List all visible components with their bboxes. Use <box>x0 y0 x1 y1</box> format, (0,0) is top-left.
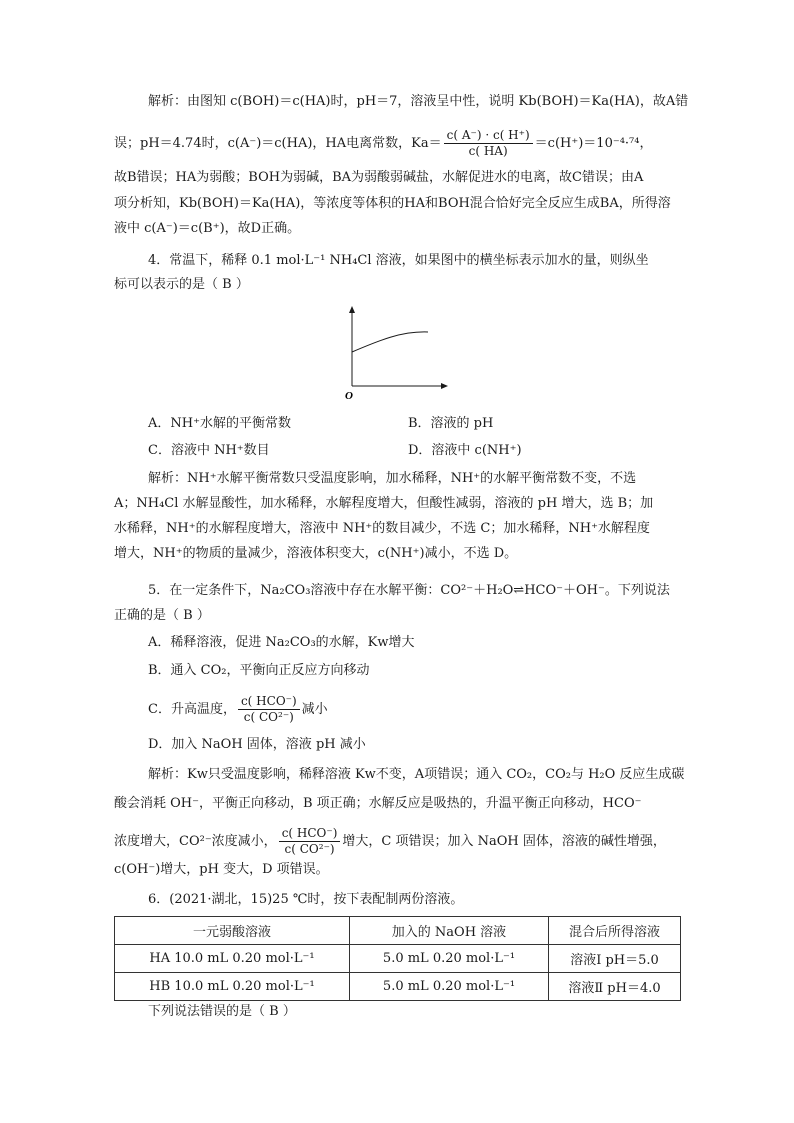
q6-stem: 6．(2021·湖北，15)25 ℃时，按下表配制两份溶液。 <box>148 892 464 907</box>
q3-analysis-line-2-post: ＝c(H⁺)＝10⁻⁴·⁷⁴， <box>534 136 653 151</box>
q5-analysis-line-3-pre: 浓度增大，CO²⁻浓度减小， <box>114 834 277 849</box>
q4-option-b: B．溶液的 pH <box>408 416 494 431</box>
table-row <box>115 973 681 1001</box>
q3-analysis-line-3: 故B错误；HA为弱酸；BOH为弱碱，BA为弱酸弱碱盐，水解促进水的电离，故C错误；由A <box>114 170 644 185</box>
ka-fraction <box>444 128 533 159</box>
q3-analysis-line-2-pre: 误；pH＝4.74时，c(A⁻)＝c(HA)，HA电离常数，Ka＝ <box>114 136 442 151</box>
q4-stem-line-1: 4．常温下，稀释 0.1 mol·L⁻¹ NH₄Cl 溶液，如果图中的横坐标表示加水的量，则纵坐 <box>148 253 649 268</box>
q4-option-a: A．NH⁺水解的平衡常数 <box>148 416 291 431</box>
y-axis-arrow <box>349 306 355 313</box>
q5-option-c <box>148 694 718 725</box>
origin-label: O <box>345 390 353 401</box>
q4-stem-line-2: 标可以表示的是（ B ） <box>114 277 249 292</box>
q3-analysis-line-5: 液中 c(A⁻)＝c(B⁺)，故D正确。 <box>114 221 301 236</box>
table-cell: 5.0 mL 0.20 mol·L⁻¹ <box>350 945 549 973</box>
table-cell: 5.0 mL 0.20 mol·L⁻¹ <box>350 973 549 1001</box>
q5-analysis-denominator: c( CO²⁻) <box>284 842 335 856</box>
x-axis-arrow <box>441 383 448 389</box>
q5-option-d: D．加入 NaOH 固体，溶液 pH 减小 <box>148 737 366 752</box>
table-header-cell: 加入的 NaOH 溶液 <box>350 917 549 945</box>
table-header-cell: 一元弱酸溶液 <box>115 917 350 945</box>
q6-table <box>114 916 681 1001</box>
q5-analysis-line-1: 解析：Kw只受温度影响，稀释溶液 Kw不变，A项错误；通入 CO₂，CO₂与 H₂O 反应生成碳 <box>148 767 685 782</box>
curve <box>352 332 428 352</box>
q5-option-c-post: 减小 <box>301 702 328 717</box>
q5-option-a: A．稀释溶液，促进 Na₂CO₃的水解，Kw增大 <box>148 635 415 650</box>
q6-question: 下列说法错误的是（ B ） <box>148 1004 296 1019</box>
q5-analysis-line-3 <box>114 826 684 857</box>
q4-analysis-line-3: 水稀释，NH⁺的水解程度增大，溶液中 NH⁺的数目减少，不选 C；加水稀释，NH⁺水解程度 <box>114 521 650 536</box>
table-cell: HB 10.0 mL 0.20 mol·L⁻¹ <box>115 973 350 1001</box>
table-row <box>115 945 681 973</box>
table-header-cell: 混合后所得溶液 <box>549 917 681 945</box>
table-cell: 溶液Ⅱ pH＝4.0 <box>549 973 681 1001</box>
ka-numerator: c( A⁻) · c( H⁺) <box>444 128 533 144</box>
q5-option-c-denominator: c( CO²⁻) <box>243 710 294 724</box>
q4-analysis-line-1: 解析：NH⁺水解平衡常数只受温度影响，加水稀释，NH⁺的水解平衡常数不变，不选 <box>148 471 637 486</box>
q5-option-c-numerator: c( HCO⁻) <box>238 694 300 710</box>
q5-stem-line-2: 正确的是（ B ） <box>114 608 210 623</box>
q5-analysis-line-2: 酸会消耗 OH⁻，平衡正向移动，B 项正确；水解反应是吸热的，升温平衡正向移动，HCO⁻ <box>114 796 642 811</box>
q5-analysis-fraction <box>279 826 341 857</box>
q4-graph <box>340 306 460 401</box>
q3-analysis-line-1: 解析：由图知 c(BOH)＝c(HA)时，pH＝7，溶液呈中性，说明 Kb(BOH)＝Ka(HA)，故A错 <box>148 94 689 109</box>
q5-analysis-line-3-post: 增大，C 项错误；加入 NaOH 固体，溶液的碱性增强， <box>342 834 666 849</box>
q4-option-d: D．溶液中 c(NH⁺) <box>408 443 522 458</box>
q4-analysis-line-4: 增大，NH⁺的物质的量减少，溶液体积变大，c(NH⁺)减小，不选 D。 <box>114 546 518 561</box>
q4-analysis-line-2: A；NH₄Cl 水解显酸性，加水稀释，水解程度增大，但酸性减弱，溶液的 pH 增大，选 B；加 <box>114 496 654 511</box>
ka-denominator: c( HA) <box>468 144 508 158</box>
table-header-row <box>115 917 681 945</box>
q5-analysis-line-4: c(OH⁻)增大，pH 变大，D 项错误。 <box>114 862 329 877</box>
q4-option-c: C．溶液中 NH⁺数目 <box>148 443 270 458</box>
table-cell: 溶液Ⅰ pH＝5.0 <box>549 945 681 973</box>
q5-option-c-pre: C．升高温度， <box>148 702 236 717</box>
q5-analysis-numerator: c( HCO⁻) <box>279 826 341 842</box>
q3-analysis-line-4: 项分析知，Kb(BOH)＝Ka(HA)，等浓度等体积的HA和BOH混合恰好完全反应生成BA，所得溶 <box>114 196 671 211</box>
q5-option-c-fraction <box>238 694 300 725</box>
q5-option-b: B．通入 CO₂，平衡向正反应方向移动 <box>148 663 370 678</box>
table-cell: HA 10.0 mL 0.20 mol·L⁻¹ <box>115 945 350 973</box>
q3-analysis-line-2 <box>114 128 684 159</box>
q5-stem-line-1: 5．在一定条件下，Na₂CO₃溶液中存在水解平衡：CO²⁻＋H₂O⇌HCO⁻＋OH⁻。下列说法 <box>148 583 670 598</box>
